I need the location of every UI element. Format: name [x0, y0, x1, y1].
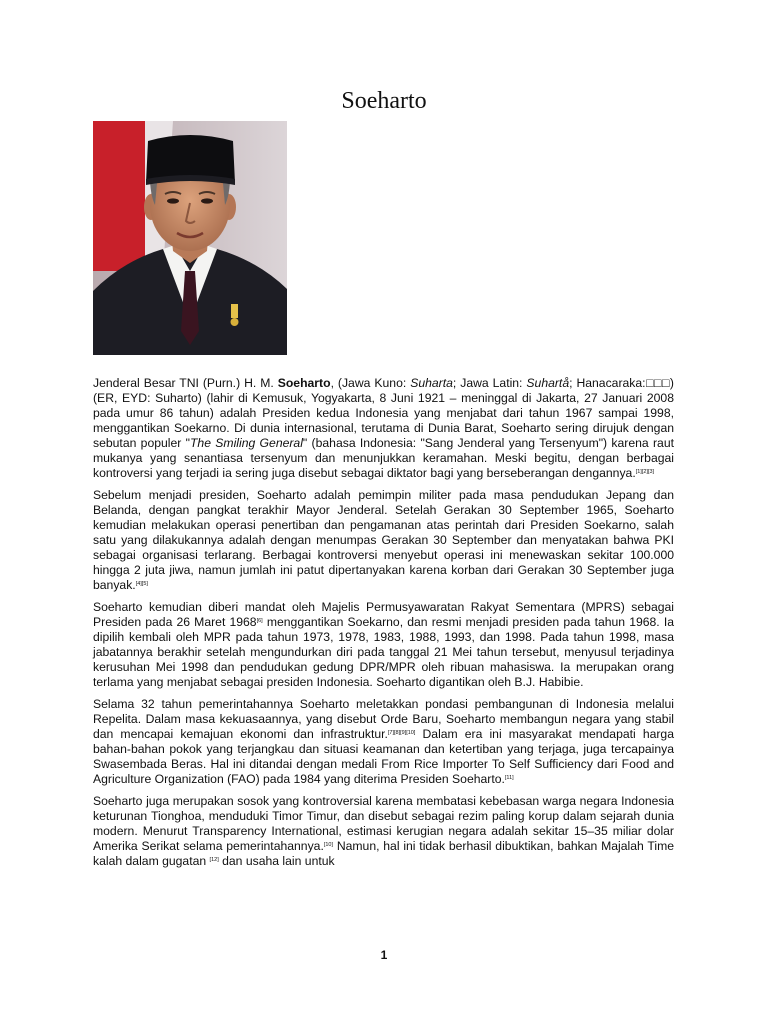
- text-run: Dalam era ini masyarakat mendapati harga bahan-bahan pokok yang terjangkau dan situasi keamanan dan ketertiban yang terjaga, juga tercapainya Swasembada Beras. Hal ini ditandai dengan medali From Rice Importer To Self Sufficiency dari Food and Agriculture Organization (FAO) pada 1984 yang diterima Presiden Soeharto.: [93, 727, 674, 786]
- text-run: Namun, hal ini tidak berhasil dibuktikan, bahkan Majalah Time kalah dalam gugatan: [93, 839, 674, 868]
- flag-red: [93, 121, 145, 271]
- portrait-photo: [93, 121, 287, 355]
- text-run: dan usaha lain untuk: [218, 854, 335, 868]
- text-run: Soeharto: [277, 376, 331, 390]
- citation-ref[interactable]: [11]: [504, 775, 514, 781]
- text-run: , (Jawa Kuno:: [330, 376, 411, 390]
- text-run: Soeharto juga merupakan sosok yang kontroversial karena membatasi kebebasan warga negara Indonesia keturunan Tionghoa, menduduki Timor Timur, dan disebut sebagai rezim paling korup dalam sejarah dunia modern. Menurut Transparency International, estimasi kerugian negara adalah sekitar 15–35 miliar dolar Amerika Serikat selama pemerintahannya.: [93, 794, 674, 853]
- text-run: menggantikan Soekarno, dan resmi menjadi presiden pada tahun 1968. Ia dipilih kembali oleh MPR pada tahun 1973, 1978, 1983, 1988, 1993, dan 1998. Pada tahun 1998, masa jabatannya berakhir setelah mengundurkan diri pada tanggal 21 Mei tahun tersebut, menyusul terjadinya kerusuhan Mei 1998 dan pendudukan gedung DPR/MPR oleh ribuan mahasiswa. Ia merupakan orang terlama yang menjabat sebagai presiden Indonesia. Soeharto digantikan oleh B.J. Habibie.: [93, 615, 674, 689]
- text-run: ; Jawa Latin:: [452, 376, 527, 390]
- article-paragraph: [93, 794, 674, 869]
- article-paragraph: [93, 600, 674, 690]
- text-run: Suharta: [410, 376, 453, 390]
- text-run: Suhartå: [526, 376, 570, 390]
- article-paragraph: [93, 488, 674, 593]
- portrait-illustration: [93, 121, 287, 355]
- article-body: [93, 376, 674, 876]
- article-paragraph: [93, 376, 674, 481]
- text-run: Jenderal Besar TNI (Purn.) H. M.: [93, 376, 278, 390]
- page-title: Soeharto: [341, 88, 427, 114]
- citation-ref[interactable]: [7][8][9][10]: [387, 730, 416, 736]
- text-run: Soeharto kemudian diberi mandat oleh Majelis Permusyawaratan Rakyat Sementara (MPRS) sebagai Presiden pada 26 Maret 1968: [93, 600, 674, 629]
- citation-ref[interactable]: [6]: [256, 618, 263, 624]
- text-run: Selama 32 tahun pemerintahannya Soeharto meletakkan pondasi pembangunan di Indonesia melalui Repelita. Dalam masa kekuasaannya, yang disebut Orde Baru, Soeharto membangun negara yang stabil dan mencapai kemajuan ekonomi dan infrastruktur.: [93, 697, 674, 741]
- text-run: Sebelum menjadi presiden, Soeharto adalah pemimpin militer pada masa pendudukan Jepang dan Belanda, dengan pangkat terakhir Mayor Jenderal. Setelah Gerakan 30 September 1965, Soeharto kemudian melakukan operasi penertiban dan pengamanan atas perintah dari Presiden Soekarno, salah satu yang dilakukannya adalah dengan menumpas Gerakan 30 September dan menyatakan bahwa PKI sebagai organisasi terlarang. Berbagai kontroversi menyebut operasi ini menewaskan sekitar 100.000 hingga 2 juta jiwa, namun jumlah ini patut dipertanyakan karena korban dari Gerakan 30 September juga banyak.: [93, 488, 674, 592]
- text-run: The Smiling General: [189, 436, 303, 450]
- text-run: ; Hanacaraka:□□□) (ER, EYD: Suharto) (lahir di Kemusuk, Yogyakarta, 8 Juni 1921 – meninggal di Jakarta, 27 Januari 2008 pada umur 86 tahun) adalah Presiden kedua Indonesia yang menjabat dari tahun 1967 sampai 1998, menggantikan Soekarno. Di dunia internasional, terutama di Dunia Barat, Soeharto sering dirujuk dengan sebutan populer ": [93, 376, 674, 450]
- citation-ref[interactable]: [12]: [209, 857, 219, 863]
- citation-ref[interactable]: [4][5]: [135, 581, 148, 587]
- article-paragraph: [93, 697, 674, 787]
- page-number: 1: [380, 948, 388, 962]
- text-run: " (bahasa Indonesia: "Sang Jenderal yang Tersenyum") karena raut mukanya yang senantiasa tersenyum dan menunjukkan keramahan. Meski begitu, dengan berbagai kontroversi yang terjadi ia sering juga disebut sebagai diktator bagi yang berseberangan dengannya.: [93, 436, 674, 480]
- citation-ref[interactable]: [10]: [323, 842, 334, 848]
- citation-ref[interactable]: [1][2][3]: [635, 469, 655, 475]
